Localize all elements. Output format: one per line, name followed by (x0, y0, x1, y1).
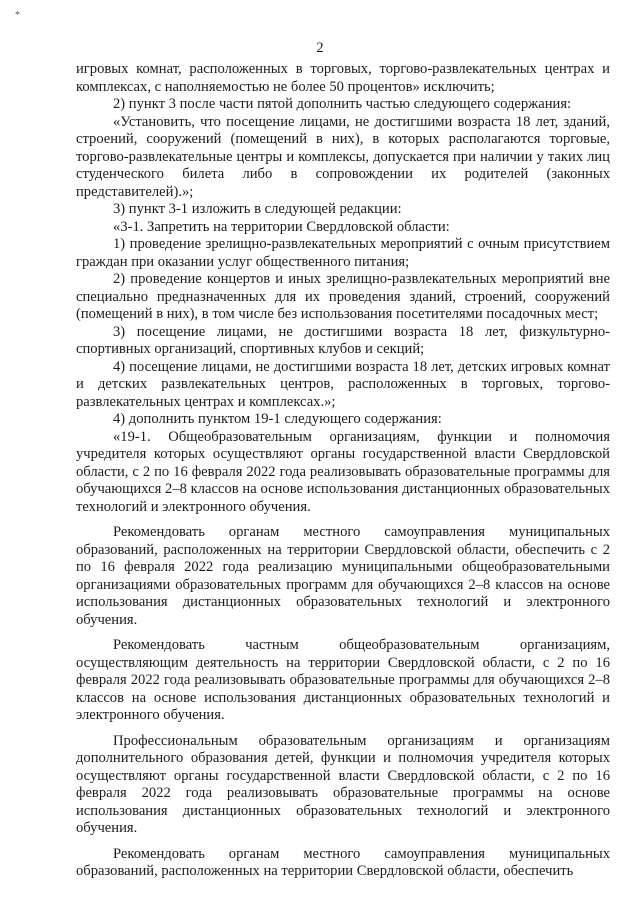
paragraph: Рекомендовать частным общеобразовательным организациям, осуществляющим деятельность на территории Свердловской области, с 2 по 16 февраля 2022 года реализовывать образовательные программы для обучающихся 2–8 классов на основе использования дистанционных образовательных технологий и электронного обучения. (76, 637, 610, 723)
paragraph: 4) дополнить пунктом 19-1 следующего содержания: (113, 411, 442, 427)
paragraph: Профессиональным образовательным организациям и организациям дополнительного образования детей, функции и полномочия учредителя которых осуществляют органы государственной власти Свердловской области, с 2 по 16 февраля 2022 года реализовывать образовательные программы на основе использования дистанционных образовательных технологий и электронного обучения. (76, 732, 610, 836)
paragraph: Рекомендовать органам местного самоуправления муниципальных образований, расположенных на территории Свердловской области, обеспечить с 2 по 16 февраля 2022 года реализацию муниципальными общеобразовательными организациями образовательных программ для обучающихся 2–8 классов на основе использования дистанционных образовательных технологий и электронного обучения. (76, 524, 610, 628)
paragraph: 2) проведение концертов и иных зрелищно-развлекательных мероприятий вне специально предназначенных для их проведения зданий, строений, сооружений (помещений в них), в том числе без использования посетителями посадочных мест; (76, 271, 610, 322)
document-body (76, 61, 610, 881)
corner-mark: * (15, 10, 20, 21)
paragraph: «Установить, что посещение лицами, не достигшими возраста 18 лет, зданий, строений, сооружений (помещений в них), в которых располагаются торговые, торгово-развлекательные центры и комплексы, допускается при наличии у таких лиц студенческого билета либо в сопровождении их родителей (законных представителей).»; (76, 113, 610, 200)
paragraph: 2) пункт 3 после части пятой дополнить частью следующего содержания: (113, 96, 572, 112)
paragraph: 3) пункт 3-1 изложить в следующей редакции: (113, 201, 402, 217)
page-number: 2 (316, 40, 324, 56)
paragraph: Рекомендовать органам местного самоуправления муниципальных образований, расположенных на территории Свердловской области, обеспечить (76, 845, 610, 879)
paragraph: 4) посещение лицами, не достигшими возраста 18 лет, детских игровых комнат и детских развлекательных центров, расположенных в торговых, торгово-развлекательных центрах и комплексах.»; (76, 358, 610, 410)
paragraph: «19-1. Общеобразовательным организациям, функции и полномочия учредителя которых осуществляют органы государственной власти Свердловской области, с 2 по 16 февраля 2022 года реализовывать образовательные программы для обучающихся 2–8 классов на основе использования дистанционных образовательных технологий и электронного обучения. (76, 428, 610, 515)
paragraph: 1) проведение зрелищно-развлекательных мероприятий с очным присутствием граждан при оказании услуг общественного питания; (76, 236, 610, 270)
paragraph: «3-1. Запретить на территории Свердловской области: (113, 218, 450, 235)
paragraph: игровых комнат, расположенных в торговых, торгово-развлекательных центрах и комплексах, с наполняемостью не более 50 процентов» исключить; (76, 61, 610, 95)
paragraph: 3) посещение лицами, не достигшими возраста 18 лет, физкультурно-спортивных организаций, спортивных клубов и секций; (76, 323, 610, 357)
